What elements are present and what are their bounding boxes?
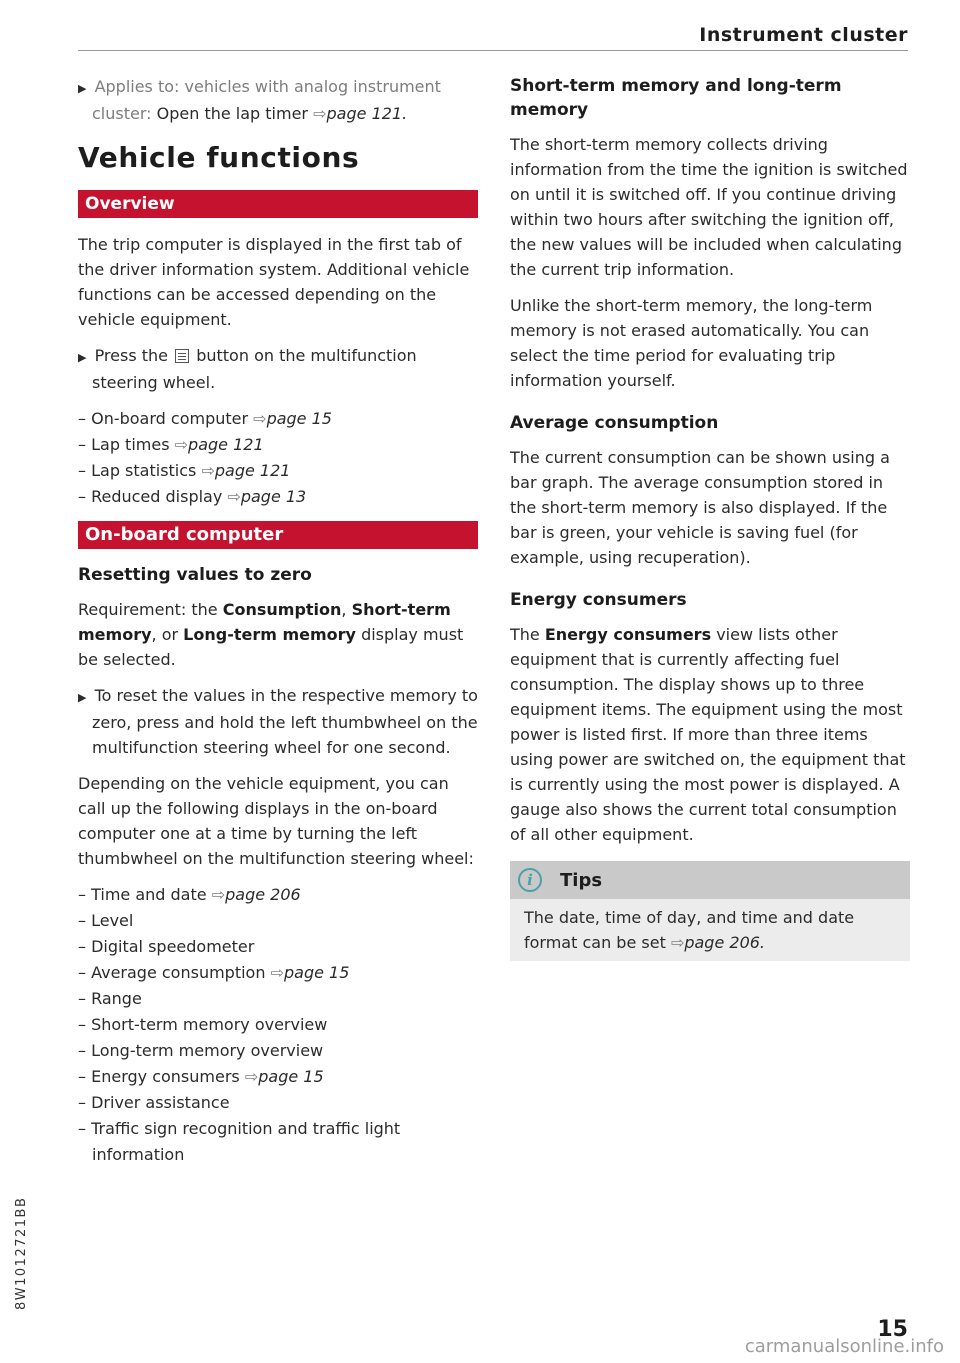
list-item: – Average consumption ⇨page 15	[78, 963, 350, 982]
function-list	[78, 406, 478, 510]
xref-link[interactable]: ⇨page 15	[244, 1067, 324, 1086]
step-triangle-icon: ▶	[78, 691, 87, 704]
xref-link[interactable]: ⇨page 121.	[313, 104, 408, 123]
list-item: – Energy consumers ⇨page 15	[78, 1067, 324, 1086]
running-header: Instrument cluster	[699, 24, 908, 46]
energy-consumers-paragraph: The Energy consumers view lists other equipment that is currently affecting fuel consumption. The display shows up to three equipment items. The equipment using the most power is listed first. If more than three items using power are switched on, the equipment that is currently using the most power is displayed. A gauge also shows the current total consumption of all other equipment.	[510, 625, 906, 844]
page-number: 15	[877, 1317, 908, 1342]
overview-band: Overview	[78, 190, 478, 218]
list-item: – Long-term memory overview	[78, 1041, 324, 1060]
applies-prefix: Applies to: vehicles with analog instrument cluster:	[92, 77, 441, 123]
xref-arrow-icon: ⇨	[211, 885, 226, 904]
info-icon: i	[518, 868, 542, 892]
tips-box	[510, 861, 910, 961]
memory-heading: Short-term memory and long-term memory	[510, 76, 842, 120]
memory-paragraph-1: The short-term memory collects driving information from the time the ignition is switched on until it is switched off. If you continue driving within two hours after switching the ignition off, the new values will be included when calculating the current trip information.	[510, 135, 908, 279]
list-item: – Short-term memory overview	[78, 1015, 328, 1034]
xref-link[interactable]: ⇨page 206.	[670, 933, 766, 952]
list-item: – Driver assistance	[78, 1093, 230, 1112]
xref-link[interactable]: ⇨page 121	[174, 435, 264, 454]
list-item: – Range	[78, 989, 142, 1008]
reset-step: ▶ To reset the values in the respective memory to zero, press and hold the left thumbwheel on the multifunction steering wheel for one second.	[78, 686, 478, 757]
watermark: carmanualsonline.info	[744, 1336, 944, 1357]
list-item: – Lap statistics ⇨page 121	[78, 461, 291, 480]
header-rule	[78, 50, 908, 51]
applies-action: Open the lap timer	[156, 104, 309, 123]
list-item: – Traffic sign recognition and traffic light information	[78, 1119, 401, 1164]
xref-link[interactable]: ⇨page 13	[227, 487, 307, 506]
list-item: – Level	[78, 911, 134, 930]
reset-heading: Resetting values to zero	[78, 565, 312, 585]
requirement-paragraph: Requirement: the Consumption, Short-term memory, or Long-term memory display must be selected.	[78, 600, 464, 669]
tips-body: The date, time of day, and time and date format can be set ⇨page 206.	[524, 908, 855, 952]
xref-link[interactable]: ⇨page 206	[211, 885, 301, 904]
list-item: – Time and date ⇨page 206	[78, 885, 301, 904]
depending-paragraph: Depending on the vehicle equipment, you can call up the following displays in the on-board computer one at a time by turning the left thumbwheel on the multifunction steering wheel:	[78, 774, 474, 868]
xref-link[interactable]: ⇨page 15	[253, 409, 332, 428]
list-item: – Lap times ⇨page 121	[78, 435, 264, 454]
xref-arrow-icon: ⇨	[270, 963, 284, 982]
tips-title: Tips	[560, 869, 603, 891]
step-triangle-icon: ▶	[78, 351, 87, 364]
overview-paragraph: The trip computer is displayed in the first tab of the driver information system. Additional vehicle functions can be accessed depending on the vehicle equipment.	[78, 235, 470, 329]
tips-header	[510, 861, 910, 899]
list-item: – On-board computer ⇨page 15	[78, 409, 332, 428]
list-item: – Reduced display ⇨page 13	[78, 487, 307, 506]
average-consumption-paragraph: The current consumption can be shown using a bar graph. The average consumption stored in the short-term memory is also displayed. If the bar is green, your vehicle is saving fuel (for example, using recuperation).	[510, 448, 890, 567]
menu-button-icon	[175, 349, 189, 363]
document-code: 8W1012721BB	[14, 1196, 29, 1310]
xref-arrow-icon: ⇨	[244, 1067, 259, 1086]
press-step: ▶ Press the button on the multifunction steering wheel.	[78, 346, 417, 392]
xref-arrow-icon: ⇨	[227, 487, 241, 506]
section-heading: Vehicle functions	[78, 141, 360, 174]
list-item: – Digital speedometer	[78, 937, 255, 956]
right-column	[510, 74, 910, 961]
applies-note	[78, 74, 478, 126]
xref-arrow-icon: ⇨	[670, 933, 685, 952]
left-column	[78, 74, 478, 1179]
xref-arrow-icon: ⇨	[313, 104, 327, 123]
xref-link[interactable]: ⇨page 121	[201, 461, 291, 480]
display-list	[78, 882, 478, 1168]
average-consumption-heading: Average consumption	[510, 413, 719, 433]
xref-arrow-icon: ⇨	[201, 461, 215, 480]
memory-paragraph-2: Unlike the short-term memory, the long-term memory is not erased automatically. You can select the time period for evaluating trip information yourself.	[510, 296, 873, 390]
xref-arrow-icon: ⇨	[174, 435, 189, 454]
onboard-band: On-board computer	[78, 521, 478, 549]
xref-link[interactable]: ⇨page 15	[270, 963, 350, 982]
step-triangle-icon: ▶	[78, 82, 87, 95]
xref-arrow-icon: ⇨	[253, 409, 267, 428]
energy-consumers-heading: Energy consumers	[510, 590, 687, 610]
